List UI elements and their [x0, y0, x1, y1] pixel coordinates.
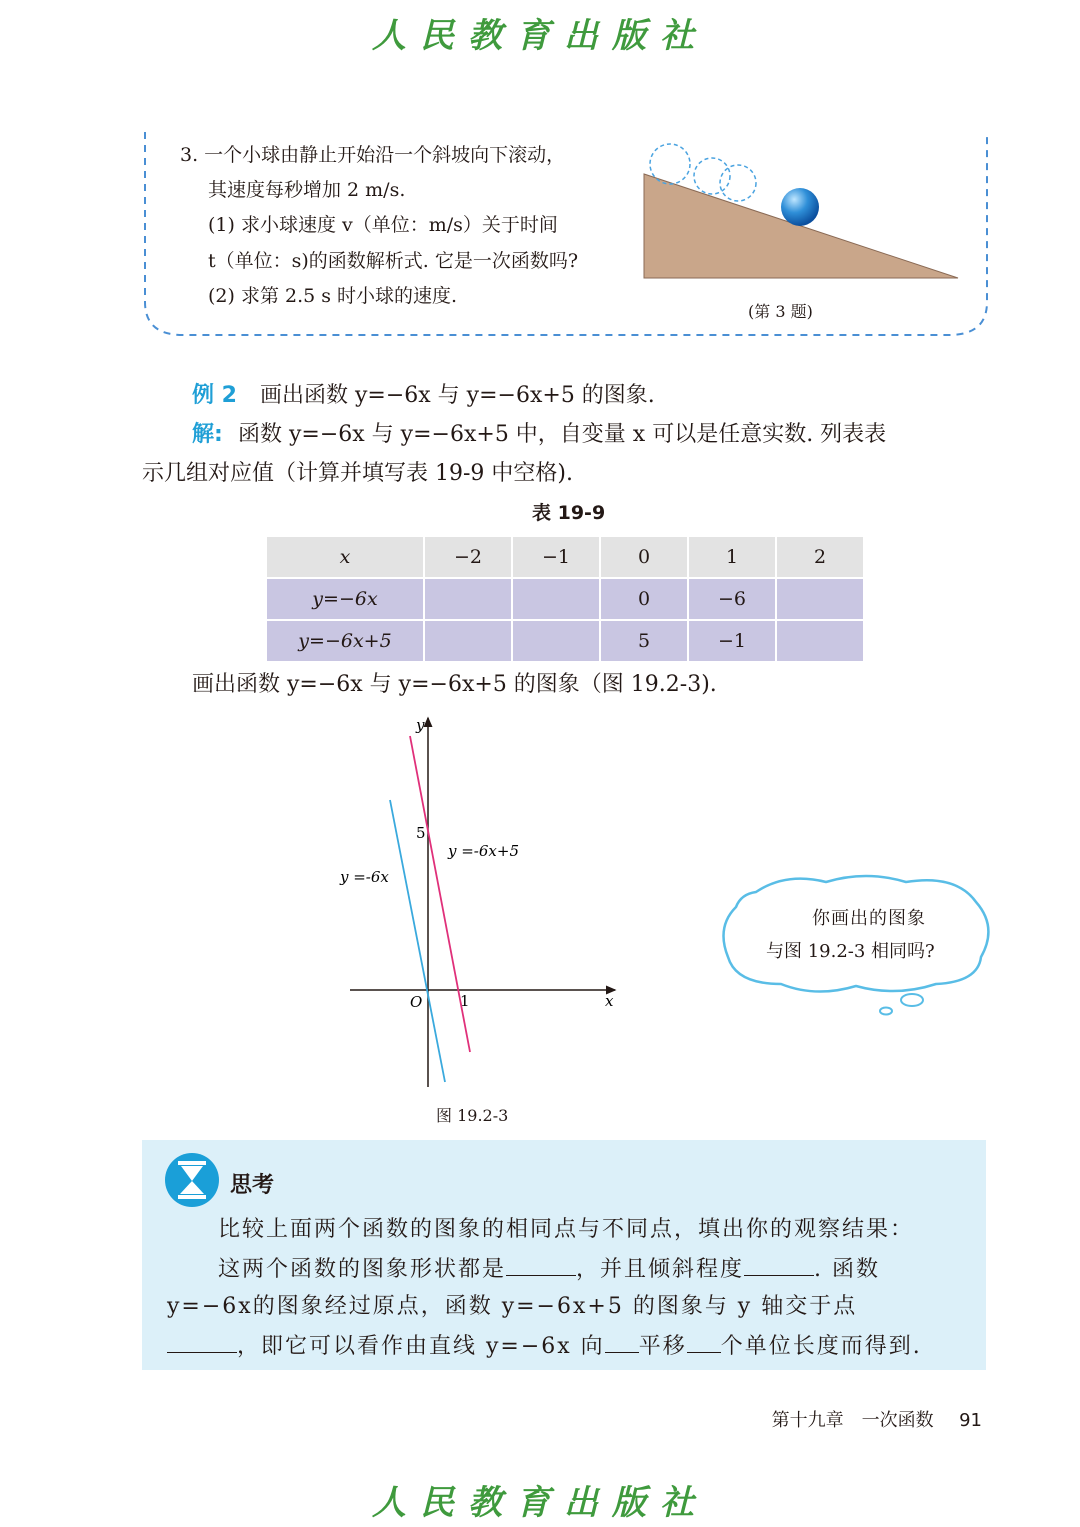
exercise-line-3: (1) 求小球速度 v（单位：m/s）关于时间 [208, 214, 558, 236]
table-header-cell: 1 [688, 536, 776, 578]
table-cell: −1 [688, 620, 776, 662]
publisher-footer: 人民教育出版社 [372, 1483, 708, 1523]
exercise-figure-caption: (第 3 题) [748, 302, 813, 321]
table-cell [424, 620, 512, 662]
table-cell: −6 [688, 578, 776, 620]
bubble-line-1: 你画出的图象 [812, 908, 926, 929]
line1-label: y =-6x [340, 868, 389, 886]
exercise-line-2: 其速度每秒增加 2 m/s. [208, 179, 406, 201]
think-line-2-part-c: . 函数 [814, 1257, 881, 1282]
page-footer [772, 1406, 982, 1432]
line-y-neg6x [390, 800, 445, 1082]
table-row [266, 620, 864, 662]
table-cell [776, 620, 864, 662]
fill-blank-slope[interactable] [744, 1253, 814, 1276]
table-cell [512, 620, 600, 662]
think-line-2 [218, 1253, 880, 1285]
publisher-header: 人民教育出版社 [372, 16, 708, 56]
line2-label: y =-6x+5 [448, 842, 519, 860]
think-line-4-part-a: ，即它可以看作由直线 y=−6x 向 [237, 1334, 605, 1359]
think-line-2-part-a: 这两个函数的图象形状都是 [218, 1257, 507, 1282]
table-header-cell: 2 [776, 536, 864, 578]
think-line-4-part-b: 平移 [638, 1334, 687, 1359]
table-cell [512, 578, 600, 620]
table-cell: y=−6x+5 [266, 620, 424, 662]
exercise-line-1: 3. 一个小球由静止开始沿一个斜坡向下滚动， [180, 144, 566, 166]
table-cell: 5 [600, 620, 688, 662]
graph-caption: 图 19.2-3 [436, 1106, 509, 1125]
table-cell [776, 578, 864, 620]
table-header-cell: x [266, 536, 424, 578]
x-axis-label: x [605, 992, 614, 1010]
think-line-2-part-b: ，并且倾斜程度 [576, 1257, 745, 1282]
fill-blank-direction[interactable] [605, 1330, 639, 1353]
table-cell: 0 [600, 578, 688, 620]
chapter-title: 第十九章 一次函数 [771, 1410, 934, 1431]
table-header-cell: −2 [424, 536, 512, 578]
table-header-cell: −1 [512, 536, 600, 578]
fill-blank-units[interactable] [687, 1330, 721, 1353]
value-table [265, 535, 865, 663]
solution-label: 解: [192, 422, 223, 447]
think-line-1: 比较上面两个函数的图象的相同点与不同点，填出你的观察结果： [218, 1217, 915, 1242]
think-title: 思考 [230, 1173, 275, 1198]
page-number: 91 [959, 1410, 982, 1431]
origin-label: O [410, 993, 423, 1011]
draw-instruction: 画出函数 y=−6x 与 y=−6x+5 的图象（图 19.2-3). [192, 672, 717, 697]
table-cell: y=−6x [266, 578, 424, 620]
bubble-line-2: 与图 19.2-3 相同吗? [766, 941, 935, 962]
table-header-cell: 0 [600, 536, 688, 578]
solution-line-2: 示几组对应值（计算并填写表 19-9 中空格). [142, 461, 573, 486]
think-line-3: y=−6x的图象经过原点，函数 y=−6x+5 的图象与 y 轴交于点 [167, 1294, 858, 1319]
exercise-line-4: t（单位：s)的函数解析式. 它是一次函数吗? [208, 250, 579, 272]
example-title: 画出函数 y=−6x 与 y=−6x+5 的图象. [260, 383, 655, 408]
fill-blank-intercept[interactable] [167, 1330, 237, 1353]
y-tick-label: 5 [416, 824, 426, 842]
solution-line-1: 函数 y=−6x 与 y=−6x+5 中，自变量 x 可以是任意实数. 列表表 [238, 422, 887, 447]
table-header-row [266, 536, 864, 578]
hourglass-icon [164, 1152, 220, 1208]
table-row [266, 578, 864, 620]
y-axis-label: y [416, 716, 425, 734]
table-title: 表 19-9 [532, 502, 606, 524]
x-tick-label: 1 [460, 992, 470, 1010]
function-graph [330, 710, 630, 1095]
slope-ball-figure [640, 140, 970, 290]
think-line-4 [167, 1330, 922, 1362]
fill-blank-shape[interactable] [506, 1253, 576, 1276]
table-cell [424, 578, 512, 620]
exercise-line-5: (2) 求第 2.5 s 时小球的速度. [208, 285, 458, 307]
example-label: 例 2 [192, 383, 237, 408]
think-line-4-part-c: 个单位长度而得到. [720, 1334, 922, 1359]
